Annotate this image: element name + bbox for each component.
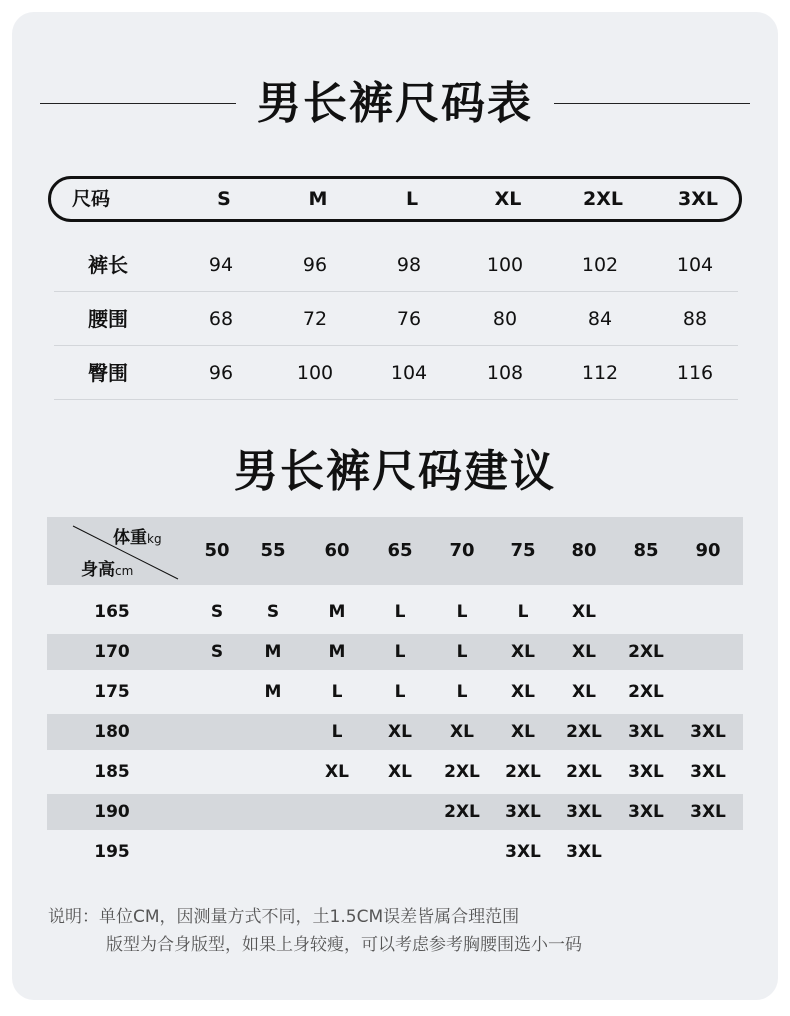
size-value-cell: 100 <box>296 362 334 384</box>
recommended-size-cell: XL <box>511 722 535 742</box>
weight-col-header: 75 <box>510 540 536 561</box>
size-value-cell: 104 <box>676 254 714 276</box>
size-header-xl: XL <box>494 188 522 210</box>
size-table-title: 男长裤尺码表 <box>257 78 533 129</box>
size-value-cell: 108 <box>486 362 524 384</box>
recommendation-row <box>47 674 743 710</box>
weight-axis-label: 体重kg <box>113 528 162 548</box>
size-header-3xl: 3XL <box>678 188 718 210</box>
recommended-size-cell: 2XL <box>566 722 602 742</box>
height-row-label: 190 <box>94 802 130 822</box>
recommended-size-cell: L <box>394 602 406 622</box>
recommended-size-cell: 3XL <box>628 802 664 822</box>
weight-col-header: 60 <box>324 540 350 561</box>
size-row <box>54 238 738 292</box>
size-value-cell: 100 <box>486 254 524 276</box>
recommended-size-cell: 2XL <box>505 762 541 782</box>
recommended-size-cell: L <box>331 682 343 702</box>
recommended-size-cell: XL <box>511 682 535 702</box>
size-table-header <box>48 176 742 222</box>
recommendation-row <box>47 754 743 790</box>
weight-col-header: 55 <box>260 540 286 561</box>
size-header-l: L <box>405 188 419 210</box>
recommendation-row <box>47 714 743 750</box>
recommended-size-cell: 3XL <box>566 842 602 862</box>
recommended-size-cell: S <box>266 602 280 622</box>
recommended-size-cell: 2XL <box>566 762 602 782</box>
size-row-label: 臀围 <box>88 361 128 385</box>
note-line-2: 版型为合身版型，如果上身较瘦，可以考虑参考胸腰围选小一码 <box>106 935 582 955</box>
size-value-cell: 88 <box>682 308 708 330</box>
recommended-size-cell: M <box>328 642 346 662</box>
recommended-size-cell: XL <box>572 682 596 702</box>
recommendation-row <box>47 594 743 630</box>
size-value-cell: 98 <box>396 254 422 276</box>
weight-col-header: 85 <box>633 540 659 561</box>
height-axis-label: 身高cm <box>81 560 134 580</box>
recommended-size-cell: 2XL <box>444 762 480 782</box>
size-header-2xl: 2XL <box>583 188 623 210</box>
recommendation-row <box>47 834 743 870</box>
height-row-label: 195 <box>94 842 130 862</box>
size-header-m: M <box>308 188 328 210</box>
recommended-size-cell: M <box>264 682 282 702</box>
height-row-label: 165 <box>94 602 130 622</box>
recommendation-row <box>47 634 743 670</box>
height-row-label: 170 <box>94 642 130 662</box>
recommended-size-cell: 3XL <box>690 762 726 782</box>
weight-col-header: 90 <box>695 540 721 561</box>
weight-col-header: 80 <box>571 540 597 561</box>
size-header-label: 尺码 <box>71 188 110 210</box>
recommended-size-cell: 3XL <box>628 722 664 742</box>
size-row <box>54 346 738 400</box>
recommended-size-cell: XL <box>388 762 412 782</box>
recommended-size-cell: L <box>394 642 406 662</box>
height-row-label: 180 <box>94 722 130 742</box>
recommended-size-cell: 3XL <box>690 722 726 742</box>
size-value-cell: 94 <box>208 254 234 276</box>
recommended-size-cell: M <box>264 642 282 662</box>
size-value-cell: 96 <box>302 254 328 276</box>
size-row-label: 腰围 <box>88 307 128 331</box>
weight-col-header: 50 <box>204 540 230 561</box>
size-table-title-block <box>0 72 790 136</box>
recommended-size-cell: L <box>456 642 468 662</box>
recommended-size-cell: XL <box>572 642 596 662</box>
recommended-size-cell: 3XL <box>566 802 602 822</box>
size-value-cell: 112 <box>581 362 619 384</box>
size-header-s: S <box>217 188 231 210</box>
size-value-cell: 96 <box>208 362 234 384</box>
recommended-size-cell: 3XL <box>505 842 541 862</box>
height-row-label: 175 <box>94 682 130 702</box>
recommended-size-cell: S <box>210 642 224 662</box>
recommended-size-cell: 2XL <box>628 642 664 662</box>
size-value-cell: 116 <box>676 362 714 384</box>
recommended-size-cell: M <box>328 602 346 622</box>
size-value-cell: 104 <box>390 362 428 384</box>
note-line-1: 说明：单位CM，因测量方式不同，土1.5CM误差皆属合理范围 <box>48 907 520 927</box>
recommended-size-cell: L <box>331 722 343 742</box>
recommendation-row <box>47 794 743 830</box>
size-value-cell: 80 <box>492 308 518 330</box>
recommended-size-cell: 2XL <box>628 682 664 702</box>
recommended-size-cell: L <box>456 602 468 622</box>
corner-header-cell <box>47 517 179 585</box>
recommended-size-cell: S <box>210 602 224 622</box>
recommended-size-cell: L <box>456 682 468 702</box>
recommended-size-cell: XL <box>450 722 474 742</box>
recommended-size-cell: 3XL <box>505 802 541 822</box>
recommended-size-cell: L <box>394 682 406 702</box>
recommended-size-cell: 3XL <box>628 762 664 782</box>
size-value-cell: 84 <box>587 308 613 330</box>
recommended-size-cell: XL <box>325 762 349 782</box>
size-value-cell: 72 <box>302 308 328 330</box>
recommended-size-cell: 2XL <box>444 802 480 822</box>
size-row-label: 裤长 <box>88 253 128 277</box>
weight-col-header: 70 <box>449 540 475 561</box>
recommendation-title: 男长裤尺码建议 <box>234 446 556 497</box>
size-row <box>54 292 738 346</box>
size-value-cell: 102 <box>581 254 619 276</box>
recommended-size-cell: XL <box>388 722 412 742</box>
recommended-size-cell: L <box>517 602 529 622</box>
row-divider <box>54 399 738 400</box>
recommended-size-cell: XL <box>572 602 596 622</box>
size-value-cell: 76 <box>396 308 422 330</box>
height-row-label: 185 <box>94 762 130 782</box>
recommended-size-cell: 3XL <box>690 802 726 822</box>
recommended-size-cell: XL <box>511 642 535 662</box>
recommendation-header <box>47 517 743 585</box>
size-value-cell: 68 <box>208 308 234 330</box>
weight-col-header: 65 <box>387 540 413 561</box>
